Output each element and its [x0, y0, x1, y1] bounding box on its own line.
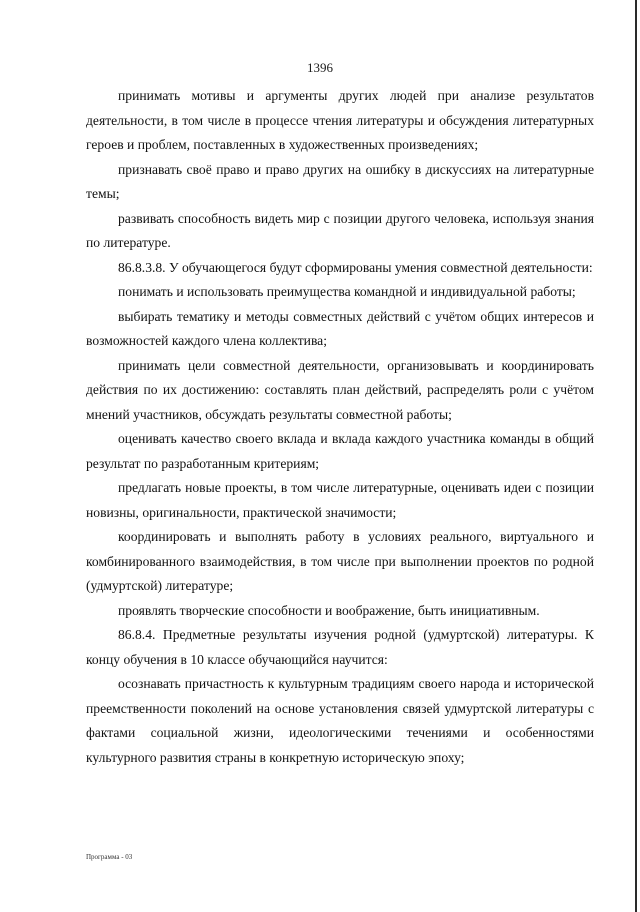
- paragraph-right-to-error: признавать своё право и право других на ошибку в дискуссиях на литературные темы;: [86, 161, 594, 201]
- paragraph-coordinate-work: координировать и выполнять работу в условиях реального, виртуального и комбинированного взаимодействия, в том числе при выполнении проектов по родной (удмуртской) литературе;: [86, 529, 594, 593]
- paragraph-new-projects: предлагать новые проекты, в том числе литературные, оценивать идеи с позиции новизны, оригинальности, практической значимости;: [86, 480, 594, 520]
- body-text: [86, 84, 594, 770]
- paragraph-section-86-8-4: 86.8.4. Предметные результаты изучения родной (удмуртской) литературы. К концу обучения в 10 классе обучающийся научится:: [86, 627, 594, 667]
- page-edge-line: [635, 0, 637, 912]
- page-number: 1396: [307, 60, 333, 75]
- paragraph-cultural-traditions: осознавать причастность к культурным традициям своего народа и исторической преемственности поколений на основе установления связей удмуртской литературы с фактами социальной жизни, идеологическими течениями и особенностями культурного развития страны в конкретную историческую эпоху;: [86, 676, 594, 765]
- paragraph-choose-topics: выбирать тематику и методы совместных действий с учётом общих интересов и возможностей каждого члена коллектива;: [86, 308, 594, 348]
- paragraph-teamwork: понимать и использовать преимущества командной и индивидуальной работы;: [118, 284, 576, 299]
- paragraph-section-86-8-3-8: 86.8.3.8. У обучающегося будут сформированы умения совместной деятельности:: [118, 259, 593, 275]
- paragraph-goals: принимать цели совместной деятельности, организовывать и координировать действия по их достижению: составлять план действий, распределять роли с учётом мнений участников, обсуждать результаты совместной работы;: [86, 357, 594, 422]
- footer-code: Программа - 03: [86, 853, 133, 861]
- paragraph-creativity: проявлять творческие способности и воображение, быть инициативным.: [118, 602, 540, 618]
- paragraph-motives: принимать мотивы и аргументы других людей при анализе результатов деятельности, в том числе в процессе чтения литературы и обсуждения литературных героев и проблем, поставленных в художественных произведениях;: [86, 88, 594, 152]
- paragraph-evaluate-contribution: оценивать качество своего вклада и вклада каждого участника команды в общий результат по разработанным критериям;: [86, 431, 594, 471]
- paragraph-other-viewpoint: развивать способность видеть мир с позиции другого человека, используя знания по литературе.: [86, 210, 594, 250]
